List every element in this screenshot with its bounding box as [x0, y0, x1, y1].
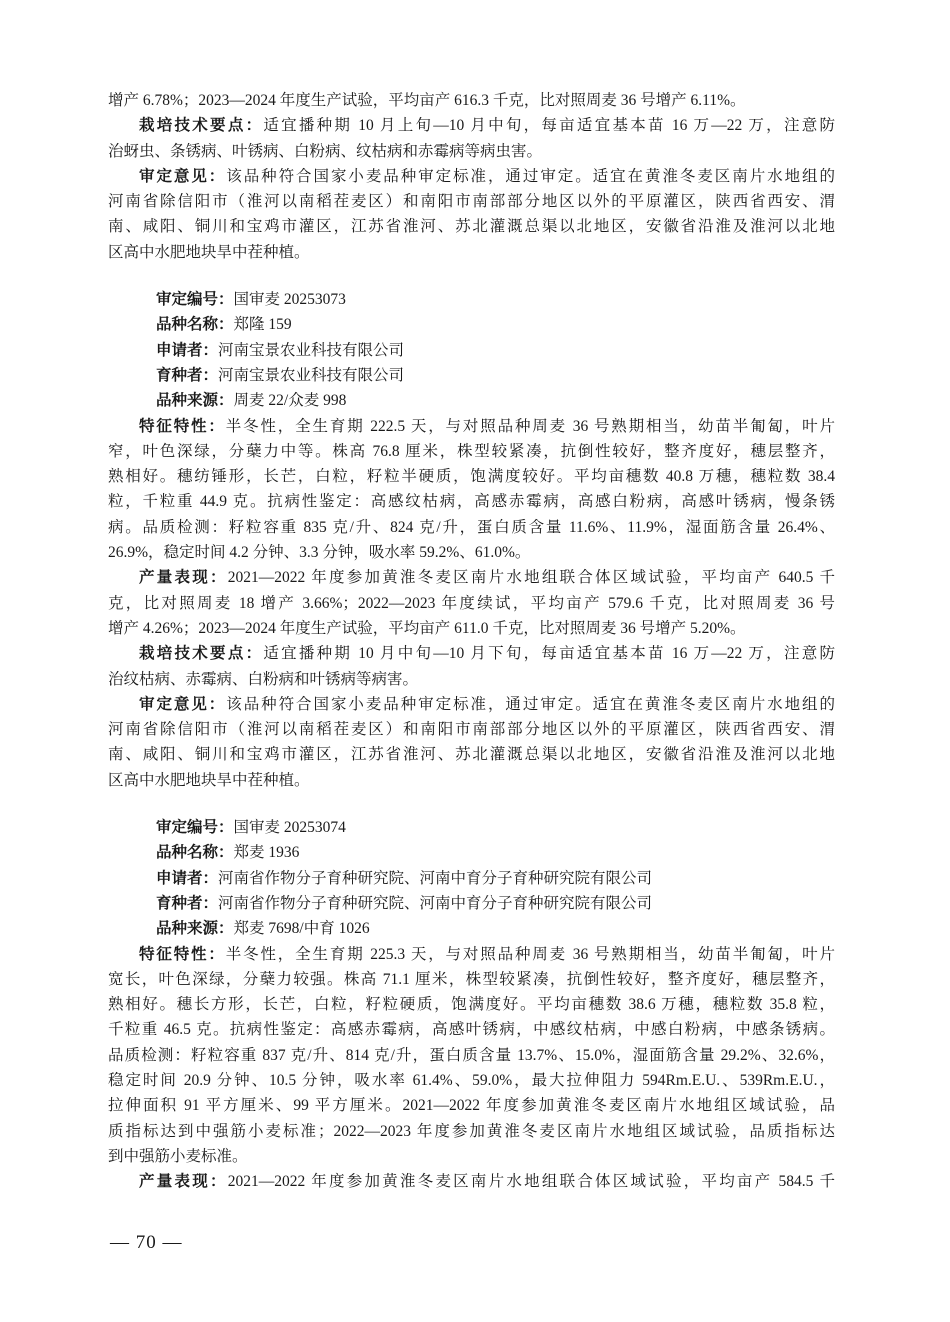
text-line: [108, 992, 835, 1017]
line-text: 2021—2022 年度参加黄淮冬麦区南片水地组联合体区域试验，平均亩产 584.5 千: [227, 1173, 835, 1191]
line-text: 品质检测：籽粒容重 837 克/升、814 克/升，蛋白质含量 13.7%、15.0%，湿面筋含量 29.2%、32.6%，: [108, 1046, 835, 1064]
line-text: 适宜播种期 10 月中旬—10 月下旬，每亩适宜基本苗 16 万—22 万，注意防: [263, 645, 835, 663]
section-label: 栽培技术要点：: [139, 117, 264, 135]
text-line: [108, 1017, 835, 1042]
text-line: [108, 88, 835, 113]
paragraph: [108, 1169, 835, 1194]
field-value: 国审麦 20253074: [233, 819, 346, 837]
line-text: 该品种符合国家小麦品种审定标准，通过审定。适宜在黄淮冬麦区南片水地组的: [226, 695, 835, 713]
paragraph: [108, 942, 835, 1170]
text-line: [108, 1169, 835, 1194]
line-text: 2021—2022 年度参加黄淮冬麦区南片水地组联合体区域试验，平均亩产 640.5 千: [227, 569, 835, 587]
field-value: 河南省作物分子育种研究院、河南中育分子育种研究院有限公司: [218, 894, 653, 912]
section-label: 产量表现：: [139, 569, 228, 587]
text-line: [108, 189, 835, 214]
text-line: [108, 667, 835, 692]
field-label: 审定编号：: [156, 819, 234, 837]
line-text: 26.9%，稳定时间 4.2 分钟、3.3 分钟，吸水率 59.2%、61.0%。: [108, 544, 531, 562]
text-line: [108, 1068, 835, 1093]
line-text: 克，比对照周麦 18 增产 3.66%；2022—2023 年度续试，平均亩产 579.6 千克，比对照周麦 36 号: [108, 594, 835, 612]
field-value: 周麦 22/众麦 998: [233, 392, 347, 410]
line-text: 窄，叶色深绿，分蘖力中等。株高 76.8 厘米，株型较紧凑，抗倒性较好，整齐度好，穗层整齐，: [108, 442, 835, 460]
section-label: 特征特性：: [139, 945, 226, 963]
paragraph: [108, 641, 835, 692]
text-line: [108, 1119, 835, 1144]
meta-field: [108, 840, 835, 865]
line-text: 该品种符合国家小麦品种审定标准，通过审定。适宜在黄淮冬麦区南片水地组的: [226, 167, 835, 185]
meta-field: [108, 916, 835, 941]
text-line: [108, 240, 835, 265]
line-text: 南、咸阳、铜川和宝鸡市灌区，江苏省淮河、苏北灌溉总渠以北地区，安徽省沿淮及淮河以北地: [108, 746, 835, 764]
text-line: [108, 565, 835, 590]
meta-field: [108, 287, 835, 312]
meta-field: [108, 866, 835, 891]
paragraph: [108, 565, 835, 641]
text-line: [108, 439, 835, 464]
line-text: 增产 6.78%；2023—2024 年度生产试验，平均亩产 616.3 千克，比对照周麦 36 号增产 6.11%。: [108, 92, 746, 109]
field-label: 品种来源：: [156, 392, 234, 410]
line-text: 河南省除信阳市（淮河以南稻茬麦区）和南阳市南部部分地区以外的平原灌区，陕西省西安、渭: [108, 193, 835, 211]
field-label: 审定编号：: [156, 291, 234, 309]
text-line: [108, 464, 835, 489]
text-line: [108, 717, 835, 742]
line-text: 河南省除信阳市（淮河以南稻茬麦区）和南阳市南部部分地区以外的平原灌区，陕西省西安、渭: [108, 721, 835, 739]
line-text: 区高中水肥地块旱中茬种植。: [108, 771, 310, 789]
text-line: [108, 1144, 835, 1169]
text-line: [108, 139, 835, 164]
line-text: 半冬性，全生育期 222.5 天，与对照品种周麦 36 号熟期相当，幼苗半匍匐，叶片: [225, 417, 835, 435]
field-value: 河南宝景农业科技有限公司: [218, 366, 405, 384]
field-label: 品种名称：: [156, 844, 234, 862]
field-label: 品种来源：: [156, 920, 234, 938]
line-text: 区高中水肥地块旱中茬种植。: [108, 243, 310, 261]
line-text: 质指标达到中强筋小麦标准；2022—2023 年度参加黄淮冬麦区南片水地组区域试验，品质指标达: [108, 1122, 835, 1140]
meta-field: [108, 815, 835, 840]
section-label: 产量表现：: [139, 1173, 228, 1191]
variety-entry: [108, 287, 835, 793]
text-line: [108, 414, 835, 439]
section-label: 栽培技术要点：: [139, 645, 264, 663]
text-line: [108, 692, 835, 717]
text-line: [108, 942, 835, 967]
section-label: 审定意见：: [139, 167, 227, 185]
line-text: 熟相好。穗长方形，长芒，白粒，籽粒硬质，饱满度好。平均亩穗数 38.6 万穗，穗粒数 35.8 粒，: [108, 996, 835, 1014]
field-label: 品种名称：: [156, 316, 234, 334]
line-text: 适宜播种期 10 月上旬—10 月中旬，每亩适宜基本苗 16 万—22 万，注意防: [263, 117, 835, 135]
line-text: 宽长，叶色深绿，分蘖力较强。株高 71.1 厘米，株型较紧凑，抗倒性较好，整齐度好，穗层整齐，: [108, 970, 835, 988]
text-line: [108, 616, 835, 641]
line-text: 治蚜虫、条锈病、叶锈病、白粉病、纹枯病和赤霉病等病虫害。: [108, 142, 543, 160]
text-line: [108, 489, 835, 514]
section-label: 审定意见：: [139, 695, 227, 713]
text-line: [108, 214, 835, 239]
text-line: [108, 113, 835, 138]
field-value: 郑麦 1936: [233, 844, 300, 862]
variety-entry: [108, 815, 835, 1194]
text-line: [108, 1043, 835, 1068]
text-line: [108, 591, 835, 616]
line-text: 治纹枯病、赤霉病、白粉病和叶锈病等病害。: [108, 670, 419, 688]
meta-field: [108, 338, 835, 363]
text-line: [108, 540, 835, 565]
paragraph: [108, 164, 835, 265]
field-value: 国审麦 20253073: [233, 291, 346, 309]
line-text: 熟相好。穗纺锤形，长芒，白粒，籽粒半硬质，饱满度较好。平均亩穗数 40.8 万穗，穗粒数 38.4: [108, 468, 835, 486]
paragraph: [108, 692, 835, 793]
line-text: 半冬性，全生育期 225.3 天，与对照品种周麦 36 号熟期相当，幼苗半匍匐，叶片: [225, 945, 835, 963]
field-label: 申请者：: [156, 869, 219, 887]
line-text: 稳定时间 20.9 分钟、10.5 分钟，吸水率 61.4%、59.0%，最大拉伸阻力 594Rm.E.U.、539Rm.E.U.，: [108, 1071, 835, 1089]
paragraph: [108, 414, 835, 566]
paragraph: [108, 113, 835, 164]
page-number: — 70 —: [110, 1232, 183, 1253]
text-line: [108, 641, 835, 666]
variety-entry: [108, 88, 835, 265]
line-text: 南、咸阳、铜川和宝鸡市灌区，江苏省淮河、苏北灌溉总渠以北地区，安徽省沿淮及淮河以北地: [108, 218, 835, 236]
field-value: 河南省作物分子育种研究院、河南中育分子育种研究院有限公司: [218, 869, 653, 887]
meta-field: [108, 312, 835, 337]
meta-field: [108, 363, 835, 388]
line-text: 拉伸面积 91 平方厘米、99 平方厘米。2021—2022 年度参加黄淮冬麦区南片水地组区域试验，品: [108, 1097, 835, 1115]
field-value: 河南宝景农业科技有限公司: [218, 341, 405, 359]
text-line: [108, 515, 835, 540]
text-line: [108, 164, 835, 189]
line-text: 千粒重 46.5 克。抗病性鉴定：高感赤霉病，高感叶锈病，中感纹枯病，中感白粉病，中感条锈病。: [108, 1021, 835, 1039]
text-line: [108, 967, 835, 992]
paragraph: [108, 88, 835, 113]
text-line: [108, 742, 835, 767]
meta-field: [108, 388, 835, 413]
line-text: 到中强筋小麦标准。: [108, 1147, 248, 1165]
line-text: 粒，千粒重 44.9 克。抗病性鉴定：高感纹枯病，高感赤霉病，高感白粉病，高感叶锈病，慢条锈: [108, 493, 835, 511]
field-label: 育种者：: [156, 894, 219, 912]
document-page: [108, 88, 835, 1194]
line-text: 病。品质检测：籽粒容重 835 克/升、824 克/升，蛋白质含量 11.6%、11.9%，湿面筋含量 26.4%、: [108, 518, 835, 536]
field-label: 申请者：: [156, 341, 219, 359]
text-line: [108, 768, 835, 793]
meta-field: [108, 891, 835, 916]
field-value: 郑麦 7698/中育 1026: [233, 920, 370, 938]
field-label: 育种者：: [156, 366, 219, 384]
section-label: 特征特性：: [139, 417, 226, 435]
line-text: 增产 4.26%；2023—2024 年度生产试验，平均亩产 611.0 千克，比对照周麦 36 号增产 5.20%。: [108, 619, 746, 637]
text-line: [108, 1093, 835, 1118]
field-value: 郑隆 159: [233, 316, 292, 334]
